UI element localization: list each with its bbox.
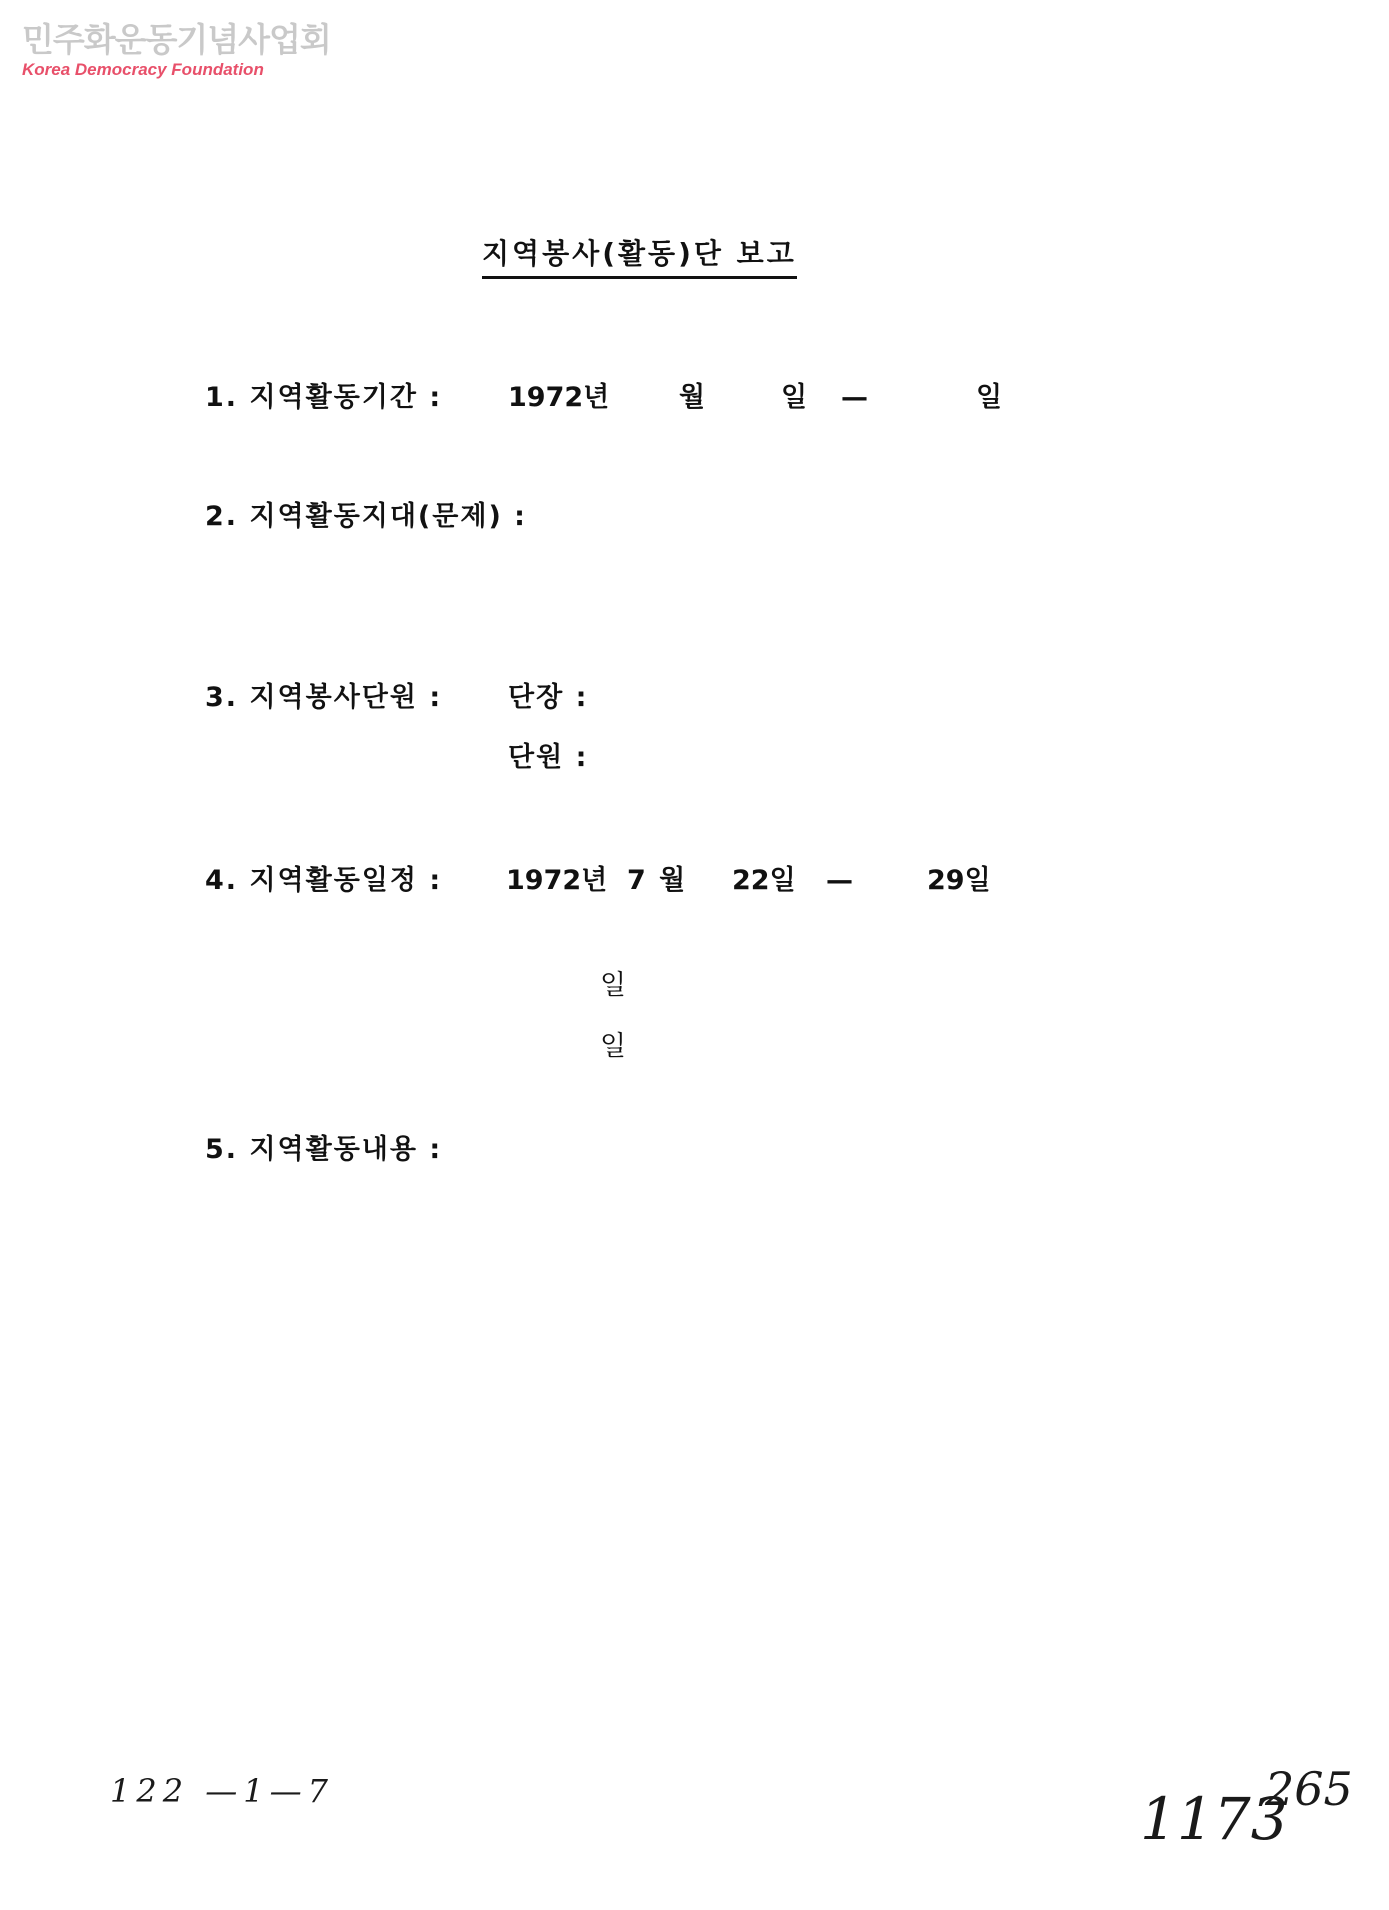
item-1-year: 1972년	[508, 382, 610, 413]
item-3-leader: 단장 :	[508, 682, 589, 713]
handwritten-page-number: 1173	[1140, 1785, 1288, 1853]
item-1-label: 1. 지역활동기간 :	[205, 382, 443, 413]
item-4-month: 7 월	[627, 865, 688, 896]
item-4-sub-day-2: 일	[600, 1031, 629, 1062]
foundation-watermark	[22, 20, 331, 80]
item-4-day-end: 29일	[927, 865, 991, 896]
item-3-member: 단원 :	[508, 742, 589, 773]
item-3-label: 3. 지역봉사단원 :	[205, 682, 443, 713]
item-2-label: 2. 지역활동지대(문제) :	[205, 501, 527, 532]
item-4-sub-day-1: 일	[600, 970, 629, 1001]
watermark-korean: 민주화운동기념사업회	[22, 20, 331, 59]
watermark-english: Korea Democracy Foundation	[22, 60, 264, 79]
document-title: 지역봉사(활동)단 보고	[482, 236, 797, 279]
item-4-year: 1972년	[506, 865, 608, 896]
item-4-day-start: 22일	[732, 865, 796, 896]
handwritten-code: 122 —1—7	[110, 1772, 334, 1810]
item-1-day-end: 일	[976, 382, 1005, 413]
item-4-dash: —	[826, 865, 855, 896]
item-4-label: 4. 지역활동일정 :	[205, 865, 443, 896]
item-1-day-start: 일	[781, 382, 810, 413]
item-1-month: 월	[679, 382, 708, 413]
handwritten-annotation: 265	[1265, 1762, 1353, 1816]
item-5-label: 5. 지역활동내용 :	[205, 1134, 443, 1165]
item-1-dash: —	[841, 382, 870, 413]
